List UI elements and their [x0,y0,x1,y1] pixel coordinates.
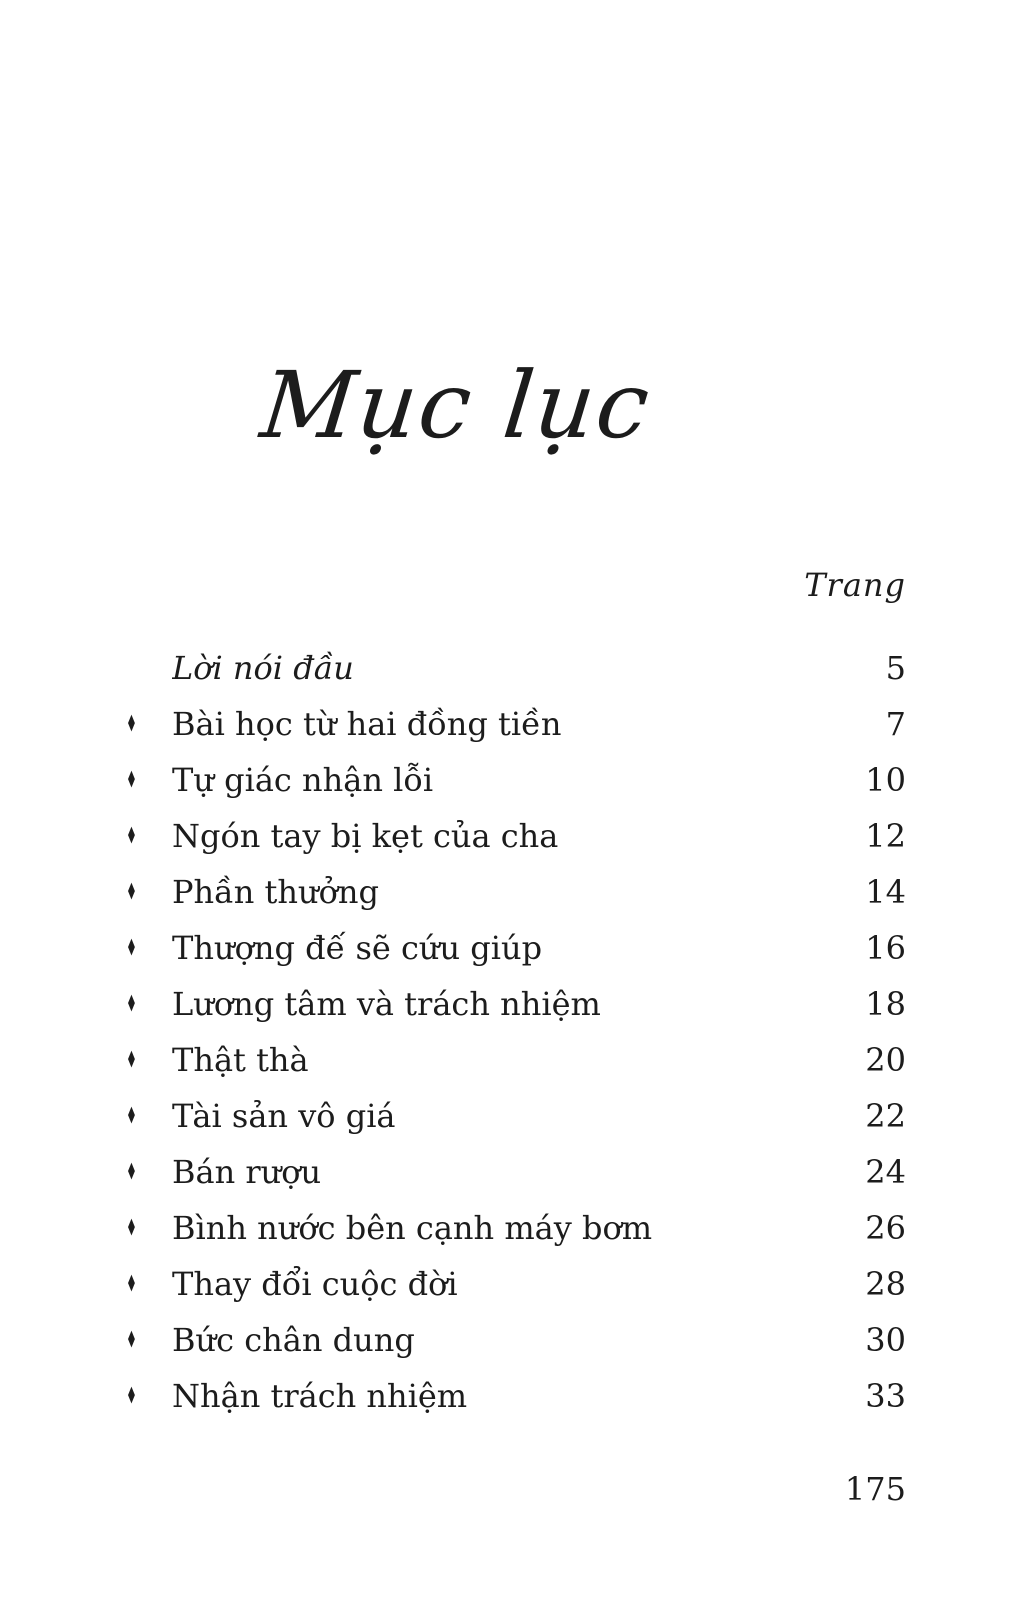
toc-row [126,1200,906,1256]
toc-entry-label: Phần thưởng [172,873,379,911]
diamond-bullet-icon: ♦ [126,1214,137,1241]
toc-entry-label: Tự giác nhận lỗi [172,761,434,799]
diamond-bullet-icon: ♦ [126,878,137,905]
toc-entry-label: Ngón tay bị kẹt của cha [172,817,559,855]
toc-entry-page: 28 [865,1265,906,1303]
diamond-bullet-icon: ♦ [126,1158,137,1185]
folio-page-number: 175 [844,1470,906,1508]
toc-row [126,1088,906,1144]
toc-row [126,1256,906,1312]
toc-entry-page: 24 [865,1153,906,1191]
diamond-bullet-icon: ♦ [126,1382,137,1409]
toc-entry-label: Bài học từ hai đồng tiền [172,705,562,743]
toc-entry-page: 14 [865,873,906,911]
toc-entry-label: Bình nước bên cạnh máy bơm [172,1209,653,1247]
toc-entry-label: Thượng đế sẽ cứu giúp [172,929,543,967]
toc-entry-page: 16 [865,929,906,967]
toc-row [126,752,906,808]
toc-entry-label: Bức chân dung [172,1321,415,1359]
toc-row [126,976,906,1032]
diamond-bullet-icon: ♦ [126,822,137,849]
toc-row [126,696,906,752]
toc-entries [126,696,906,1424]
toc-entry-page: 33 [865,1377,906,1415]
toc-row [126,864,906,920]
toc-entry-page: 20 [865,1041,906,1079]
toc-entry-label: Tài sản vô giá [172,1097,396,1135]
toc-row [126,1312,906,1368]
diamond-bullet-icon: ♦ [126,766,137,793]
toc-entry-page: 22 [865,1097,906,1135]
page-content [126,0,906,1615]
toc-preface-page: 5 [885,649,906,687]
toc-entry-label: Thay đổi cuộc đời [172,1265,458,1303]
toc-row [126,808,906,864]
toc-entry-page: 7 [885,705,906,743]
diamond-bullet-icon: ♦ [126,710,137,737]
diamond-bullet-icon: ♦ [126,934,137,961]
diamond-bullet-icon: ♦ [126,1270,137,1297]
toc-entry-label: Thật thà [172,1041,309,1079]
toc-row [126,1032,906,1088]
diamond-bullet-icon: ♦ [126,1326,137,1353]
page-title: Mục lục [256,352,656,459]
toc-entry-label: Bán rượu [172,1153,322,1191]
toc-entry-page: 26 [865,1209,906,1247]
diamond-bullet-icon: ♦ [126,1102,137,1129]
toc-row [126,1144,906,1200]
diamond-bullet-icon: ♦ [126,990,137,1017]
toc-preface-label: Lời nói đầu [172,649,354,687]
toc-entry-page: 12 [865,817,906,855]
toc-row [126,920,906,976]
toc-entry-page: 30 [865,1321,906,1359]
toc-preface-row [126,640,906,696]
toc-entry-label: Nhận trách nhiệm [172,1377,468,1415]
toc-entry-page: 18 [865,985,906,1023]
toc-row [126,1368,906,1424]
toc-entry-label: Lương tâm và trách nhiệm [172,985,601,1023]
toc-list [126,640,906,1424]
diamond-bullet-icon: ♦ [126,1046,137,1073]
page-column-header: Trang [804,566,906,604]
toc-entry-page: 10 [865,761,906,799]
